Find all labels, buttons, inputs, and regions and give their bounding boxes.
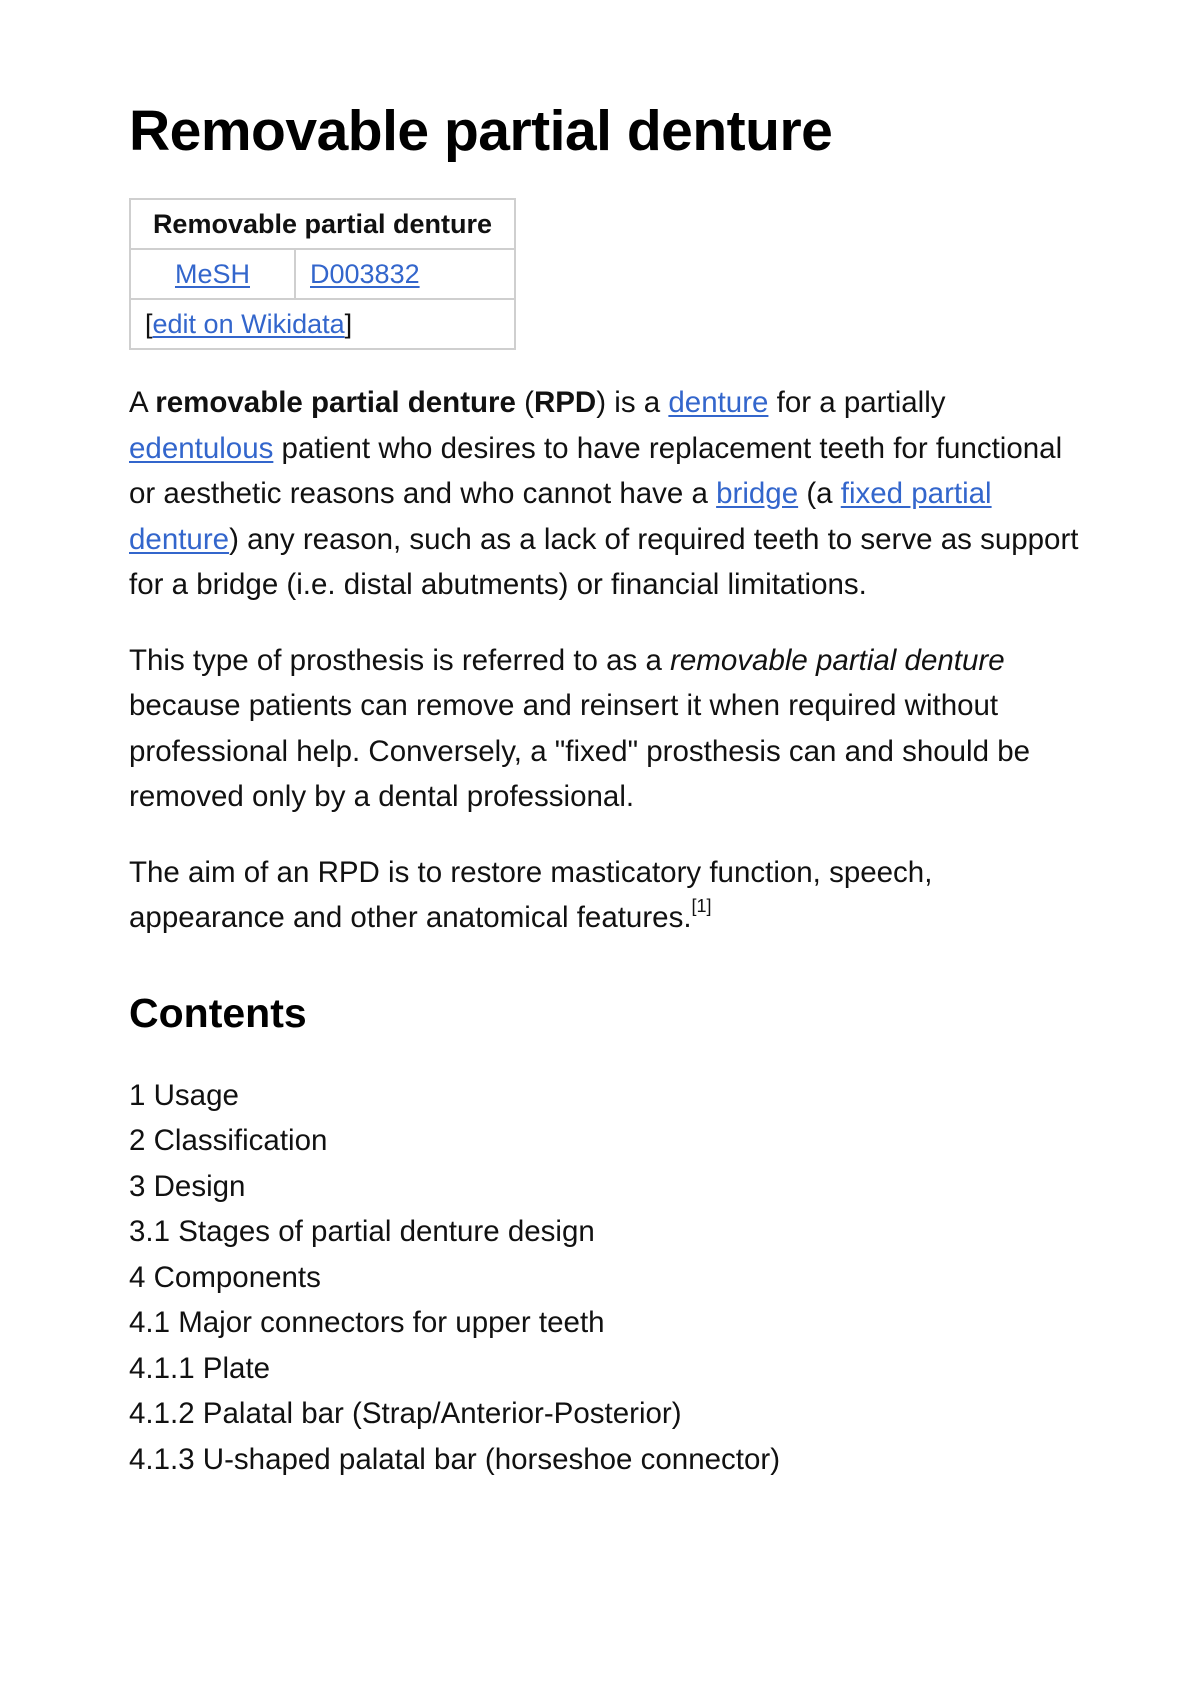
toc-item[interactable]: 4 Components [129,1260,321,1294]
italic-term: removable partial denture [670,643,1005,677]
bold-abbreviation: RPD [533,386,597,419]
infobox-value-cell [295,249,515,299]
text-run: ) is a [596,386,669,419]
bridge-link[interactable]: bridge [716,477,799,510]
text-run: A [129,386,156,419]
infobox-label-cell [130,249,295,299]
edentulous-link[interactable]: edentulous [129,431,274,465]
page-title: Removable partial denture [129,99,833,163]
text-run: This type of prosthesis is referred to as a [129,643,671,677]
infobox-edit-cell [130,299,515,349]
edit-bracket-open: [ [145,308,153,339]
infobox-caption: Removable partial denture [130,199,515,249]
toc-item[interactable]: 4.1.1 Plate [129,1351,271,1385]
table-of-contents [129,1073,1089,1483]
toc-item[interactable]: 3 Design [129,1169,246,1203]
edit-bracket-close: ] [344,308,353,339]
fixed-partial-denture-link[interactable]: fixed partial denture [129,477,992,556]
bold-term: removable partial denture [155,386,516,419]
text-run: because patients can remove and reinsert it when required without professional help. Conversely, a "fixed" prosthesis can and should be removed only by a dental professional. [129,689,1031,813]
contents-heading: Contents [129,989,307,1036]
intro-paragraph [129,380,1089,608]
toc-item[interactable]: 4.1.3 U-shaped palatal bar (horseshoe connector) [129,1442,781,1476]
text-run: for a partially [768,386,946,419]
mesh-link[interactable]: MeSH [174,258,250,289]
aim-paragraph [129,850,1089,941]
text-run: patient who desires to have replacement teeth for functional or aesthetic reasons and who cannot have a [129,431,1063,510]
infobox-row [130,249,515,299]
toc-item[interactable]: 4.1 Major connectors for upper teeth [129,1306,605,1339]
infobox [129,198,516,350]
reference-1[interactable]: [1] [691,896,712,917]
article [129,88,1089,1482]
toc-item[interactable]: 3.1 Stages of partial denture design [129,1215,595,1248]
toc-item[interactable]: 2 Classification [129,1124,328,1157]
denture-link[interactable]: denture [668,386,769,419]
text-run: The aim of an RPD is to restore masticatory function, speech, appearance and other anatomical features. [129,855,933,934]
text-run: (a [798,477,841,510]
text-run: ( [515,386,534,419]
prosthesis-paragraph [129,638,1089,820]
toc-item[interactable]: 4.1.2 Palatal bar (Strap/Anterior-Posterior) [129,1397,682,1430]
edit-on-wikidata-link[interactable]: edit on Wikidata [152,308,345,339]
mesh-id-link[interactable]: D003832 [310,258,420,289]
toc-item[interactable]: 1 Usage [129,1078,239,1112]
text-run: ) any reason, such as a lack of required teeth to serve as support for a bridge (i.e. distal abutments) or financial limitations. [129,522,1079,601]
